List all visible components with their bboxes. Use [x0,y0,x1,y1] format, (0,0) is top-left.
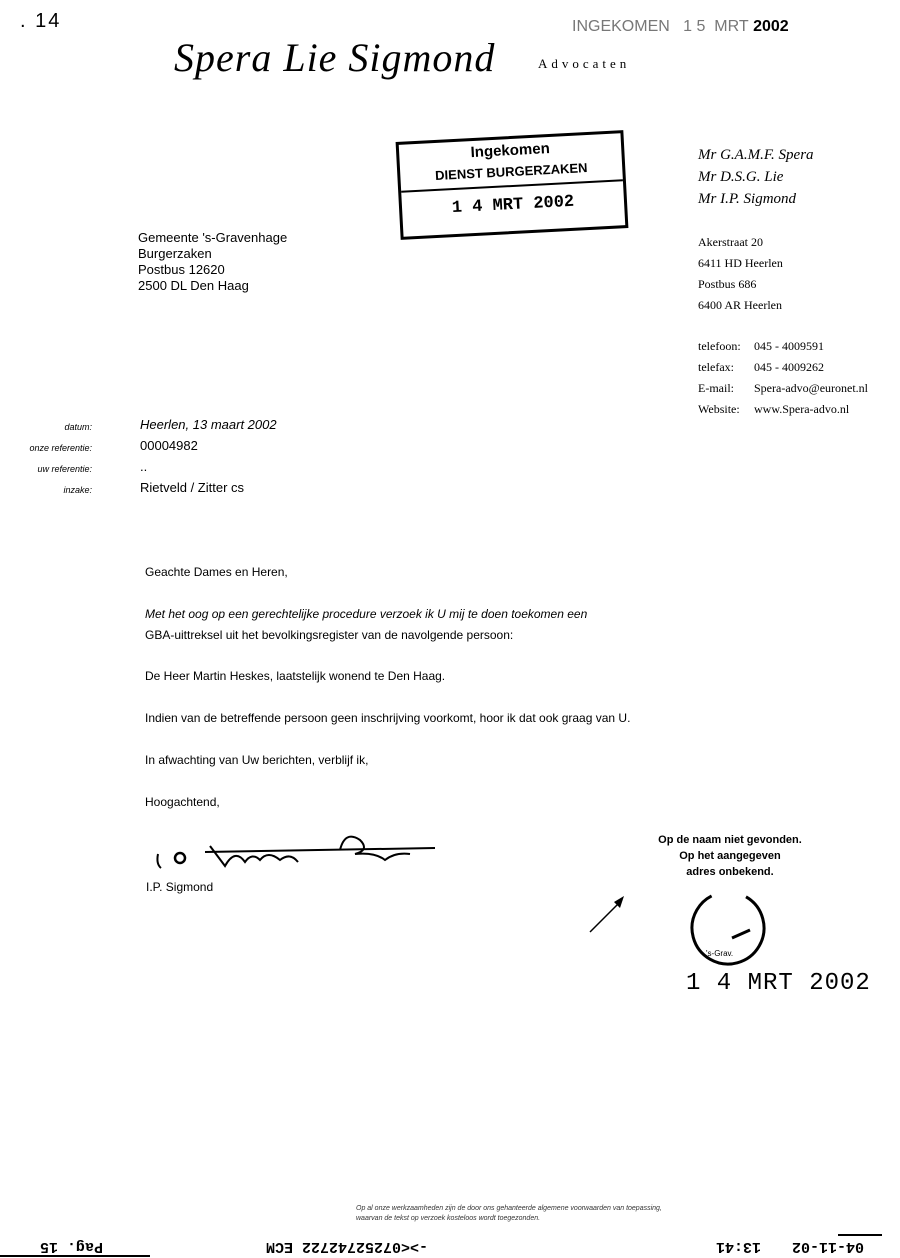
meta-label-our-ref: onze referentie: [29,443,92,453]
signer-name: I.P. Sigmond [146,880,214,894]
received-stamp-label: INGEKOMEN [572,18,670,35]
round-postmark-stamp [676,886,786,966]
return-note-line: adres onbekend. [686,866,774,878]
address-line: 6411 HD Heerlen [698,256,783,270]
partners-list [698,144,814,210]
contact-label: Website: [698,402,740,416]
recipient-line: Gemeente 's-Gravenhage [138,230,288,245]
handwritten-signature [150,826,440,874]
subject: Rietveld / Zitter cs [140,480,245,495]
intake-stamp-line1: Ingekomen [470,139,551,162]
fax-date: 04-11-02 [792,1238,865,1255]
round-stamp-text: 's-Grav. [706,949,734,958]
partner: Mr D.S.G. Lie [698,169,784,185]
arrow-icon [586,892,630,936]
contact-value: www.Spera-advo.nl [754,402,850,416]
divider [0,1255,150,1257]
address-line: Postbus 686 [698,277,757,291]
letter-date: Heerlen, 13 maart 2002 [140,417,277,432]
your-reference: .. [140,459,148,474]
intake-stamp-line2: DIENST BURGERZAKEN [434,160,588,183]
recipient-line: 2500 DL Den Haag [138,278,249,293]
received-stamp [572,18,789,36]
divider [838,1234,882,1236]
intake-stamp-date: 1 4 MRT 2002 [451,192,575,219]
intake-stamp [396,130,629,240]
paragraph-no-registration: Indien van de betreffende persoon geen inschrijving voorkomt, hoor ik dat ook graag van U. [145,711,631,725]
paragraph-awaiting: In afwachting van Uw berichten, verblijf ik, [145,753,369,767]
footer-terms-note [356,1204,662,1224]
contact-email [698,378,868,399]
received-stamp-month: MRT [714,18,749,35]
recipient-address [138,230,287,294]
office-address [698,232,783,316]
meta-label-date: datum: [64,422,92,432]
paragraph-line: Met het oog op een gerechtelijke procedure verzoek ik U mij te doen toekomen een [145,607,588,621]
contact-label: telefax: [698,360,734,374]
contact-info [698,336,868,420]
received-stamp-year: 2002 [753,18,789,35]
paragraph-person: De Heer Martin Heskes, laatstelijk wonend te Den Haag. [145,669,446,683]
our-reference: 00004982 [140,438,198,453]
contact-label: E-mail: [698,381,734,395]
recipient-line: Postbus 12620 [138,262,225,277]
letter-body [145,564,765,810]
contact-value: 045 - 4009262 [754,360,824,374]
return-note-line: Op de naam niet gevonden. [658,834,802,846]
paragraph-line: GBA-uittreksel uit het bevolkingsregister van de navolgende persoon: [145,628,514,642]
firm-logo-name: Spera Lie Sigmond [174,35,496,80]
meta-labels [0,417,92,501]
return-note [640,832,820,880]
address-line: 6400 AR Heerlen [698,298,782,312]
footer-note-line: waarvan de tekst op verzoek kosteloos wordt toegezonden. [356,1215,541,1222]
meta-label-your-ref: uw referentie: [37,464,92,474]
contact-phone [698,336,868,357]
address-line: Akerstraat 20 [698,235,763,249]
partner: Mr G.A.M.F. Spera [698,147,814,163]
contact-website [698,399,868,420]
return-note-line: Op het aangegeven [679,850,781,862]
round-stamp-date: 1 4 MRT 2002 [686,970,871,997]
meta-label-subject: inzake: [63,485,92,495]
fax-transmission-header [0,1234,900,1258]
page-number: . 14 [20,10,62,32]
contact-value: Spera-advo@euronet.nl [754,381,869,395]
firm-type: Advocaten [538,56,631,71]
meta-values [140,414,277,498]
partner: Mr I.P. Sigmond [698,191,797,207]
contact-label: telefoon: [698,339,741,353]
contact-fax [698,357,868,378]
footer-note-line: Op al onze werkzaamheden zijn de door ons gehanteerde algemene voorwaarden van toepassing, [356,1205,662,1212]
paragraph-request [145,604,765,646]
fax-page-number: Pag. 15 [40,1238,104,1255]
recipient-line: Burgerzaken [138,246,212,261]
fax-number: -><07252742722 ECM [266,1238,429,1255]
contact-value: 045 - 4009591 [754,339,824,353]
closing: Hoogachtend, [145,795,220,809]
salutation: Geachte Dames en Heren, [145,565,288,579]
received-stamp-day: 1 5 [683,18,706,35]
fax-time: 13:41 [716,1238,762,1255]
